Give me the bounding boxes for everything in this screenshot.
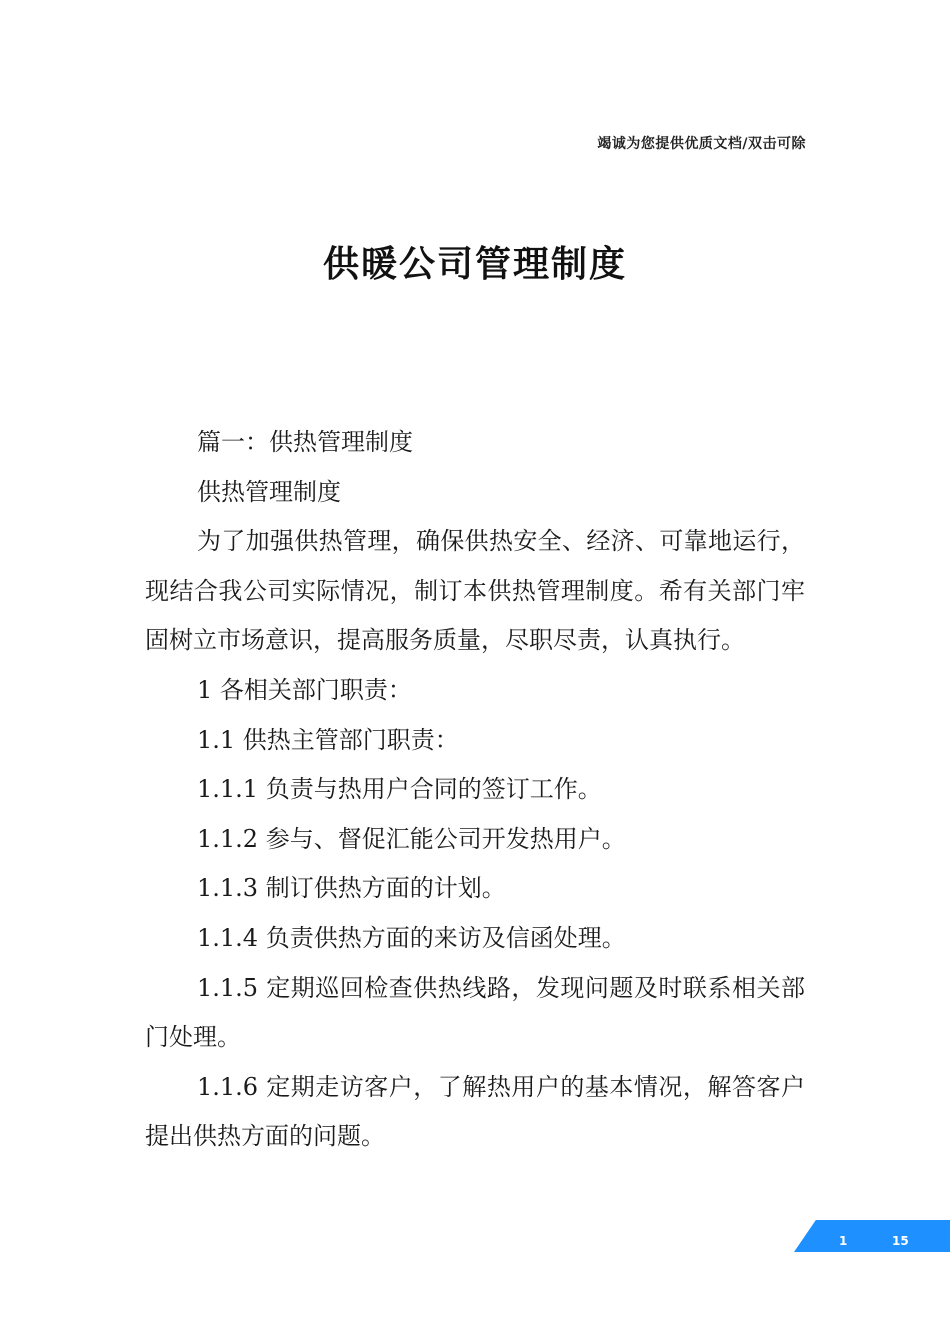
document-body bbox=[145, 418, 805, 1162]
page-total-number: 15 bbox=[892, 1234, 909, 1248]
paragraph: 篇一：供热管理制度 bbox=[197, 428, 413, 456]
page-current-number: 1 bbox=[839, 1234, 848, 1248]
paragraph: 1 各相关部门职责： bbox=[197, 675, 412, 704]
paragraph: 1.1.6 定期走访客户，了解热用户的基本情况，解答客户提出供热方面的问题。 bbox=[145, 1072, 805, 1151]
paragraph: 1.1.1 负责与热用户合同的签订工作。 bbox=[197, 775, 602, 804]
paragraph: 为了加强供热管理，确保供热安全、经济、可靠地运行，现结合我公司实际情况，制订本供热管理制度。希有关部门牢固树立市场意识，提高服务质量，尽职尽责，认真执行。 bbox=[145, 527, 805, 655]
paragraph: 1.1 供热主管部门职责： bbox=[197, 725, 459, 754]
paragraph: 1.1.5 定期巡回检查供热线路，发现问题及时联系相关部门处理。 bbox=[145, 973, 805, 1052]
paragraph: 供热管理制度 bbox=[197, 477, 341, 506]
page-number-bar bbox=[794, 1220, 950, 1252]
document-title: 供暖公司管理制度 bbox=[322, 244, 627, 285]
paragraph: 1.1.2 参与、督促汇能公司开发热用户。 bbox=[197, 824, 626, 853]
header-note: 竭诚为您提供优质文档/双击可除 bbox=[597, 136, 806, 152]
paragraph: 1.1.3 制订供热方面的计划。 bbox=[197, 874, 506, 903]
paragraph: 1.1.4 负责供热方面的来访及信函处理。 bbox=[197, 923, 626, 952]
